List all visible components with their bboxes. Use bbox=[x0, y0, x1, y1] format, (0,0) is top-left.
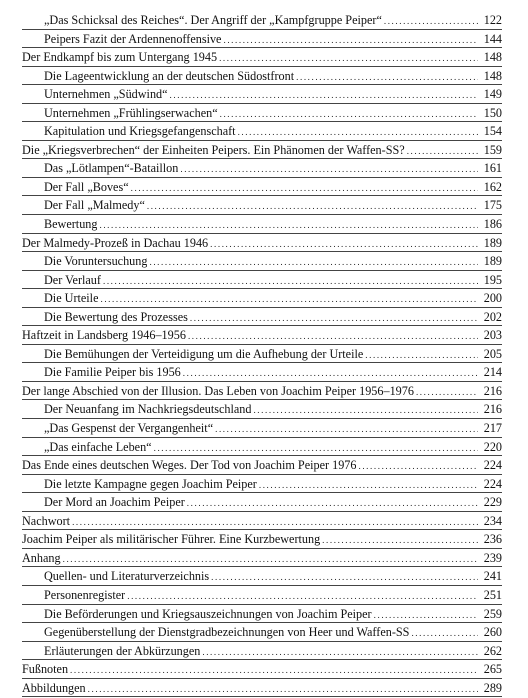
toc-leader-dots bbox=[253, 401, 478, 420]
toc-entry bbox=[22, 159, 502, 178]
toc-leader-dots bbox=[384, 12, 478, 31]
toc-entry-title: Die Bemühungen der Verteidigung um die Aufhebung der Urteile bbox=[44, 346, 364, 361]
toc-leader-dots bbox=[374, 606, 478, 625]
toc-leader-dots bbox=[99, 216, 478, 235]
toc-entry-page-number: 216 bbox=[483, 402, 502, 417]
toc-entry-page-number: 241 bbox=[483, 569, 502, 584]
toc-entry-page-number: 289 bbox=[483, 680, 502, 695]
toc-entry bbox=[22, 419, 502, 438]
toc-entry-page-number: 195 bbox=[483, 272, 502, 287]
toc-entry-title: Unternehmen „Südwind“ bbox=[44, 87, 168, 102]
toc-leader-dots bbox=[210, 235, 478, 254]
toc-entry-title: Die Beförderungen und Kriegsauszeichnungen von Joachim Peiper bbox=[44, 606, 372, 621]
toc-entry bbox=[22, 67, 502, 86]
toc-leader-dots bbox=[416, 383, 478, 402]
toc-leader-dots bbox=[187, 494, 478, 513]
toc-entry-title: Unternehmen „Frühlingserwachen“ bbox=[44, 105, 218, 120]
toc-entry-page-number: 265 bbox=[483, 662, 502, 677]
toc-entry bbox=[22, 549, 502, 568]
toc-leader-dots bbox=[215, 420, 478, 439]
toc-leader-dots bbox=[322, 531, 478, 550]
toc-leader-dots bbox=[219, 49, 478, 68]
toc-entry-page-number: 214 bbox=[483, 365, 502, 380]
toc-entry-title: Die letzte Kampagne gegen Joachim Peiper bbox=[44, 476, 257, 491]
toc-entry-title: Der Fall „Malmedy“ bbox=[44, 198, 145, 213]
toc-entry bbox=[22, 438, 502, 457]
toc-entry bbox=[22, 586, 502, 605]
toc-entry-page-number: 202 bbox=[483, 309, 502, 324]
toc-entry-title: Das Ende eines deutschen Weges. Der Tod von Joachim Peiper 1976 bbox=[22, 458, 357, 473]
toc-entry-title: Die Familie Peiper bis 1956 bbox=[44, 365, 181, 380]
toc-entry bbox=[22, 30, 502, 49]
toc-entry-page-number: 262 bbox=[483, 643, 502, 658]
toc-leader-dots bbox=[127, 587, 478, 606]
toc-entry bbox=[22, 252, 502, 271]
toc-entry bbox=[22, 623, 502, 642]
toc-entry-page-number: 161 bbox=[483, 161, 502, 176]
toc-entry bbox=[22, 234, 502, 253]
toc-entry-page-number: 239 bbox=[483, 550, 502, 565]
toc-entry-title: Die Bewertung des Prozesses bbox=[44, 309, 188, 324]
toc-leader-dots bbox=[411, 624, 478, 643]
toc-entry bbox=[22, 345, 502, 364]
toc-entry-page-number: 236 bbox=[483, 532, 502, 547]
toc-entry bbox=[22, 289, 502, 308]
toc-entry-title: Der Malmedy-Prozeß in Dachau 1946 bbox=[22, 235, 209, 250]
toc-entry-title: Die Urteile bbox=[44, 291, 99, 306]
toc-entry bbox=[22, 605, 502, 624]
toc-entry-title: Peipers Fazit der Ardennenoffensive bbox=[44, 31, 222, 46]
toc-entry-page-number: 148 bbox=[483, 68, 502, 83]
toc-entry-title: Nachwort bbox=[22, 513, 71, 528]
toc-entry-title: Joachim Peiper als militärischer Führer. Eine Kurzbewertung bbox=[22, 532, 321, 547]
toc-entry-title: Der Fall „Boves“ bbox=[44, 179, 129, 194]
toc-entry-page-number: 148 bbox=[483, 50, 502, 65]
toc-entry-title: Der Mord an Joachim Peiper bbox=[44, 495, 185, 510]
toc-leader-dots bbox=[170, 86, 478, 105]
toc-entry-page-number: 259 bbox=[483, 606, 502, 621]
toc-entry-page-number: 200 bbox=[483, 291, 502, 306]
toc-leader-dots bbox=[180, 160, 478, 179]
toc-entry bbox=[22, 679, 502, 698]
toc-entry bbox=[22, 530, 502, 549]
toc-entry bbox=[22, 122, 502, 141]
toc-entry-page-number: 216 bbox=[483, 383, 502, 398]
toc-leader-dots bbox=[202, 643, 478, 662]
toc-entry bbox=[22, 493, 502, 512]
toc-entry-page-number: 159 bbox=[483, 142, 502, 157]
toc-leader-dots bbox=[131, 179, 478, 198]
toc-entry-title: Das „Lötlampen“-Bataillon bbox=[44, 161, 179, 176]
toc-leader-dots bbox=[147, 197, 478, 216]
toc-entry-title: Quellen- und Literaturverzeichnis bbox=[44, 569, 210, 584]
toc-entry-title: Der Neuanfang im Nachkriegsdeutschland bbox=[44, 402, 252, 417]
toc-entry-page-number: 205 bbox=[483, 346, 502, 361]
toc-entry-page-number: 203 bbox=[483, 328, 502, 343]
toc-entry-title: Der Verlauf bbox=[44, 272, 101, 287]
toc-entry-page-number: 150 bbox=[483, 105, 502, 120]
toc-entry-title: Personenregister bbox=[44, 587, 126, 602]
toc-leader-dots bbox=[72, 513, 478, 532]
toc-entry bbox=[22, 660, 502, 679]
toc-entry-title: Die Voruntersuchung bbox=[44, 254, 148, 269]
toc-entry bbox=[22, 271, 502, 290]
toc-entry-title: Anhang bbox=[22, 550, 61, 565]
toc-entry-title: „Das einfache Leben“ bbox=[44, 439, 152, 454]
toc-entry-title: Bewertung bbox=[44, 217, 98, 232]
toc-entry-title: Fußnoten bbox=[22, 662, 69, 677]
toc-entry-page-number: 186 bbox=[483, 217, 502, 232]
toc-leader-dots bbox=[223, 31, 478, 50]
toc-entry bbox=[22, 512, 502, 531]
toc-leader-dots bbox=[183, 364, 478, 383]
toc-entry bbox=[22, 178, 502, 197]
toc-entry-title: Der Endkampf bis zum Untergang 1945 bbox=[22, 50, 218, 65]
toc-leader-dots bbox=[211, 568, 478, 587]
toc-entry-page-number: 224 bbox=[483, 476, 502, 491]
toc-entry bbox=[22, 475, 502, 494]
toc-leader-dots bbox=[149, 253, 478, 272]
toc-entry bbox=[22, 326, 502, 345]
toc-entry-title: Haftzeit in Landsberg 1946–1956 bbox=[22, 328, 186, 343]
toc-entry bbox=[22, 308, 502, 327]
toc-entry-title: Gegenüberstellung der Dienstgradbezeichnungen von Heer und Waffen-SS bbox=[44, 625, 410, 640]
toc-entry-page-number: 189 bbox=[483, 235, 502, 250]
toc-entry-page-number: 149 bbox=[483, 87, 502, 102]
toc-entry bbox=[22, 642, 502, 661]
toc-entry-title: Abbildungen bbox=[22, 680, 86, 695]
toc-entry bbox=[22, 48, 502, 67]
toc-entry-title: Erläuterungen der Abkürzungen bbox=[44, 643, 201, 658]
toc-entry bbox=[22, 215, 502, 234]
toc-entry bbox=[22, 567, 502, 586]
toc-entry-page-number: 234 bbox=[483, 513, 502, 528]
toc-entry bbox=[22, 85, 502, 104]
toc-leader-dots bbox=[103, 272, 478, 291]
table-of-contents bbox=[22, 11, 502, 697]
toc-leader-dots bbox=[238, 123, 478, 142]
toc-leader-dots bbox=[188, 327, 478, 346]
toc-entry-page-number: 162 bbox=[483, 179, 502, 194]
toc-leader-dots bbox=[220, 105, 478, 124]
toc-entry-title: Die Lageentwicklung an der deutschen Südostfront bbox=[44, 68, 295, 83]
toc-entry-page-number: 144 bbox=[483, 31, 502, 46]
toc-entry-page-number: 251 bbox=[483, 587, 502, 602]
toc-leader-dots bbox=[358, 457, 478, 476]
toc-leader-dots bbox=[63, 550, 478, 569]
toc-entry-title: Kapitulation und Kriegsgefangenschaft bbox=[44, 124, 236, 139]
toc-entry-title: Der lange Abschied von der Illusion. Das Leben von Joachim Peiper 1956–1976 bbox=[22, 383, 414, 398]
toc-entry-page-number: 220 bbox=[483, 439, 502, 454]
toc-entry-page-number: 122 bbox=[483, 13, 502, 27]
toc-leader-dots bbox=[296, 68, 478, 87]
toc-leader-dots bbox=[154, 439, 478, 458]
toc-entry bbox=[22, 11, 502, 30]
toc-entry-page-number: 189 bbox=[483, 254, 502, 269]
toc-leader-dots bbox=[365, 346, 478, 365]
toc-entry bbox=[22, 141, 502, 160]
toc-entry-title: „Das Schicksal des Reiches“. Der Angriff der „Kampfgruppe Peiper“ bbox=[44, 13, 382, 27]
toc-entry bbox=[22, 363, 502, 382]
toc-leader-dots bbox=[190, 309, 478, 328]
toc-entry-page-number: 175 bbox=[483, 198, 502, 213]
toc-leader-dots bbox=[70, 661, 478, 680]
toc-entry bbox=[22, 400, 502, 419]
toc-leader-dots bbox=[259, 476, 478, 495]
toc-entry-page-number: 229 bbox=[483, 495, 502, 510]
toc-leader-dots bbox=[100, 290, 478, 309]
toc-entry bbox=[22, 382, 502, 401]
toc-entry bbox=[22, 196, 502, 215]
toc-entry-page-number: 217 bbox=[483, 421, 502, 436]
toc-entry bbox=[22, 104, 502, 123]
toc-entry-page-number: 154 bbox=[483, 124, 502, 139]
toc-entry bbox=[22, 456, 502, 475]
toc-entry-page-number: 224 bbox=[483, 458, 502, 473]
toc-leader-dots bbox=[88, 680, 478, 698]
toc-entry-title: Die „Kriegsverbrechen“ der Einheiten Peipers. Ein Phänomen der Waffen-SS? bbox=[22, 142, 405, 157]
toc-entry-title: „Das Gespenst der Vergangenheit“ bbox=[44, 421, 214, 436]
toc-leader-dots bbox=[407, 142, 478, 161]
toc-entry-page-number: 260 bbox=[483, 625, 502, 640]
